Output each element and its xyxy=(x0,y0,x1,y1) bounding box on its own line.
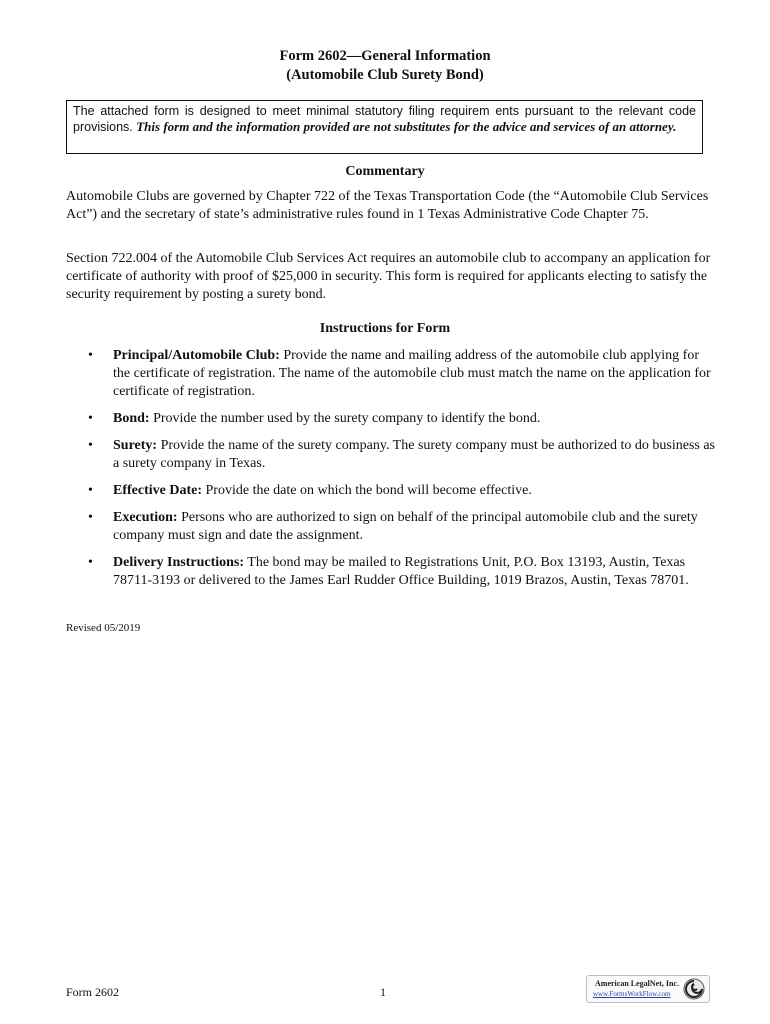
bullet-icon: • xyxy=(88,411,93,426)
instruction-label: Delivery Instructions: xyxy=(113,555,245,570)
form-title: Form 2602—General Information xyxy=(279,48,491,64)
instruction-label: Principal/Automobile Club: xyxy=(113,348,280,363)
instruction-text: Provide the date on which the bond will become effective. xyxy=(202,483,532,498)
disclaimer-text: The attached form is designed to meet minimal statutory filing requirem ents pursuant to the relevant code provisions. xyxy=(73,104,696,134)
bullet-icon: • xyxy=(88,483,93,498)
instruction-text: Provide the name of the surety company. The surety company must be authorized to do business as a surety company in Texas. xyxy=(113,438,716,471)
instruction-item-execution xyxy=(66,509,716,545)
instruction-label: Bond: xyxy=(113,411,150,426)
commentary-paragraph-2: Section 722.004 of the Automobile Club Services Act requires an automobile club to accompany an application for certificate of authority with proof of $25,000 in security. This form is required for applicants electing to satisfy the security requirement by posting a surety bond. xyxy=(66,251,711,302)
bullet-icon: • xyxy=(88,510,93,525)
publisher-name: American LegalNet, Inc. xyxy=(595,979,679,988)
commentary-heading: Commentary xyxy=(345,164,425,179)
instruction-text: The bond may be mailed to Registrations Unit, P.O. Box 13193, Austin, Texas 78711-3193 or delivered to the James Earl Rudder Office Building, 1019 Brazos, Austin, Texas 78701. xyxy=(113,555,689,588)
instruction-item-principal xyxy=(66,347,716,401)
instruction-text: Persons who are authorized to sign on behalf of the principal automobile club and the surety company must sign and date the assignment. xyxy=(113,510,698,543)
instruction-text: Provide the number used by the surety company to identify the bond. xyxy=(149,411,541,426)
instruction-item-effective-date xyxy=(66,482,716,500)
footer-form-label: Form 2602 xyxy=(66,985,120,999)
instruction-item-delivery xyxy=(66,554,716,590)
swirl-logo-icon xyxy=(683,978,705,1000)
publisher-link[interactable]: www.FormsWorkFlow.com xyxy=(593,990,671,998)
instruction-label: Surety: xyxy=(113,438,158,453)
revision-date: Revised 05/2019 xyxy=(66,622,141,634)
instruction-text: Provide the name and mailing address of the automobile club applying for the certificate of registration. The name of the automobile club must match the name on the application for certificate of registration. xyxy=(113,348,711,399)
instruction-item-surety xyxy=(66,437,716,473)
instructions-heading: Instructions for Form xyxy=(319,321,451,336)
bullet-icon: • xyxy=(88,555,93,570)
disclaimer-emphasis: This form and the information provided are not substitutes for the advice and services of an attorney. xyxy=(136,119,677,134)
instruction-item-bond xyxy=(66,410,716,428)
instructions-list xyxy=(66,347,716,599)
commentary-paragraph-1: Automobile Clubs are governed by Chapter 722 of the Texas Transportation Code (the “Automobile Club Services Act”) and the secretary of state’s administrative rules found in 1 Texas Administrative Code Chapter 75. xyxy=(66,189,709,222)
instruction-label: Execution: xyxy=(113,510,178,525)
form-subtitle: (Automobile Club Surety Bond) xyxy=(286,67,484,83)
page-number: 1 xyxy=(380,985,386,999)
publisher-badge[interactable] xyxy=(586,975,710,1003)
instruction-label: Effective Date: xyxy=(113,483,203,498)
bullet-icon: • xyxy=(88,348,93,363)
bullet-icon: • xyxy=(88,438,93,453)
disclaimer-box xyxy=(66,100,703,154)
